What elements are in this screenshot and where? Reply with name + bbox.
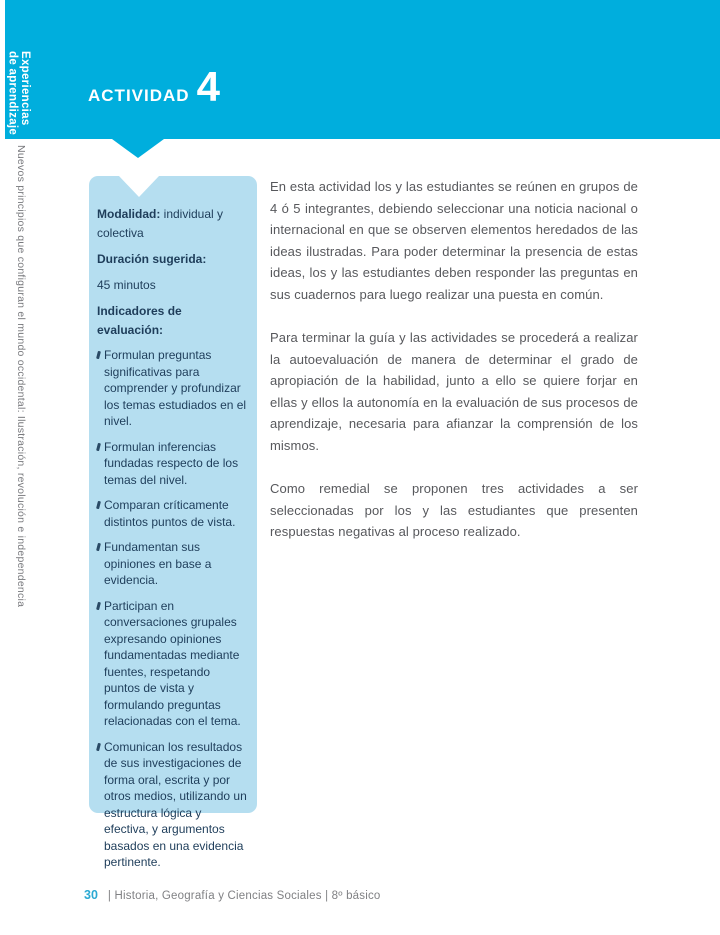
bullet-tick-icon: [96, 543, 101, 551]
modalidad-line: [97, 205, 249, 243]
info-box: [89, 176, 257, 869]
body-paragraph: En esta actividad los y las estudiantes se reúnen en grupos de 4 ó 5 integrantes, debiendo seleccionar una noticia nacional o internacional en que se observen elementos heredados de las ideas ilustradas. Para poder determinar la presencia de estas ideas, los y las estudiantes deben responder las preguntas en sus cuadernos para luego realizar una puesta en común.: [270, 179, 638, 302]
activity-number: 4: [196, 63, 220, 110]
duracion-value: 45 minutos: [97, 278, 156, 292]
modalidad-value: individual y colectiva: [97, 207, 224, 240]
indicadores-label: Indicadores de evaluación:: [97, 304, 182, 337]
modalidad-label: Modalidad:: [97, 207, 161, 221]
indicator-item: Formulan inferencias fundadas respecto de los temas del nivel.: [104, 439, 249, 489]
main-text-column: [270, 176, 638, 565]
info-box-notch: [119, 176, 159, 197]
header-band-pointer: [112, 139, 164, 158]
indicator-item: Comunican los resultados de sus investigaciones de forma oral, escrita y por otros medios, utilizando un estructura lógica y efectiva, y argumentos basados en una evidencia pertinente.: [104, 739, 249, 871]
sidebar-tab-line1: Experiencias: [19, 51, 31, 126]
body-paragraph: Para terminar la guía y las actividades se procederá a realizar la autoevaluación de manera de determinar el grado de apropiación de la habilidad, junto a ello se quiere forjar en ellas y ellos la autonomía en la evaluación de sus procesos de aprendizaje, necesaria para afianzar la comprensión de los mismos.: [270, 330, 638, 453]
page-footer: [84, 888, 381, 902]
bullet-tick-icon: [96, 442, 101, 450]
page-number: 30: [84, 888, 98, 902]
activity-kicker: ACTIVIDAD: [88, 86, 190, 105]
sidebar-tab-line2: de aprendizaje: [6, 51, 19, 136]
sidebar-unit-title: Nuevos principios que configuran el mundo occidental: Ilustración, revolución e independencia: [15, 145, 27, 608]
indicator-item: Participan en conversaciones grupales expresando opiniones fundamentadas mediante fuentes, respetando puntos de vista y formulando preguntas relacionadas con el tema.: [104, 598, 249, 730]
activity-header: [88, 63, 220, 110]
indicator-item: Formulan preguntas significativas para comprender y profundizar los temas estudiados en el nivel.: [104, 347, 249, 430]
bullet-tick-icon: [96, 601, 101, 609]
indicadores-list: [97, 347, 249, 871]
bullet-tick-icon: [96, 351, 101, 359]
bullet-tick-icon: [96, 501, 101, 509]
duracion-label: Duración sugerida:: [97, 252, 207, 266]
info-box-content: [89, 176, 257, 871]
indicator-item: Comparan críticamente distintos puntos de vista.: [104, 497, 249, 530]
indicator-item: Fundamentan sus opiniones en base a evidencia.: [104, 539, 249, 589]
sidebar-tab-label: [6, 51, 31, 135]
footer-title: | Historia, Geografía y Ciencias Sociales | 8º básico: [107, 890, 381, 902]
bullet-tick-icon: [96, 742, 101, 750]
body-paragraph: Como remedial se proponen tres actividades a ser seleccionadas por los y las estudiantes que presenten respuestas negativas al proceso realizado.: [270, 481, 638, 539]
